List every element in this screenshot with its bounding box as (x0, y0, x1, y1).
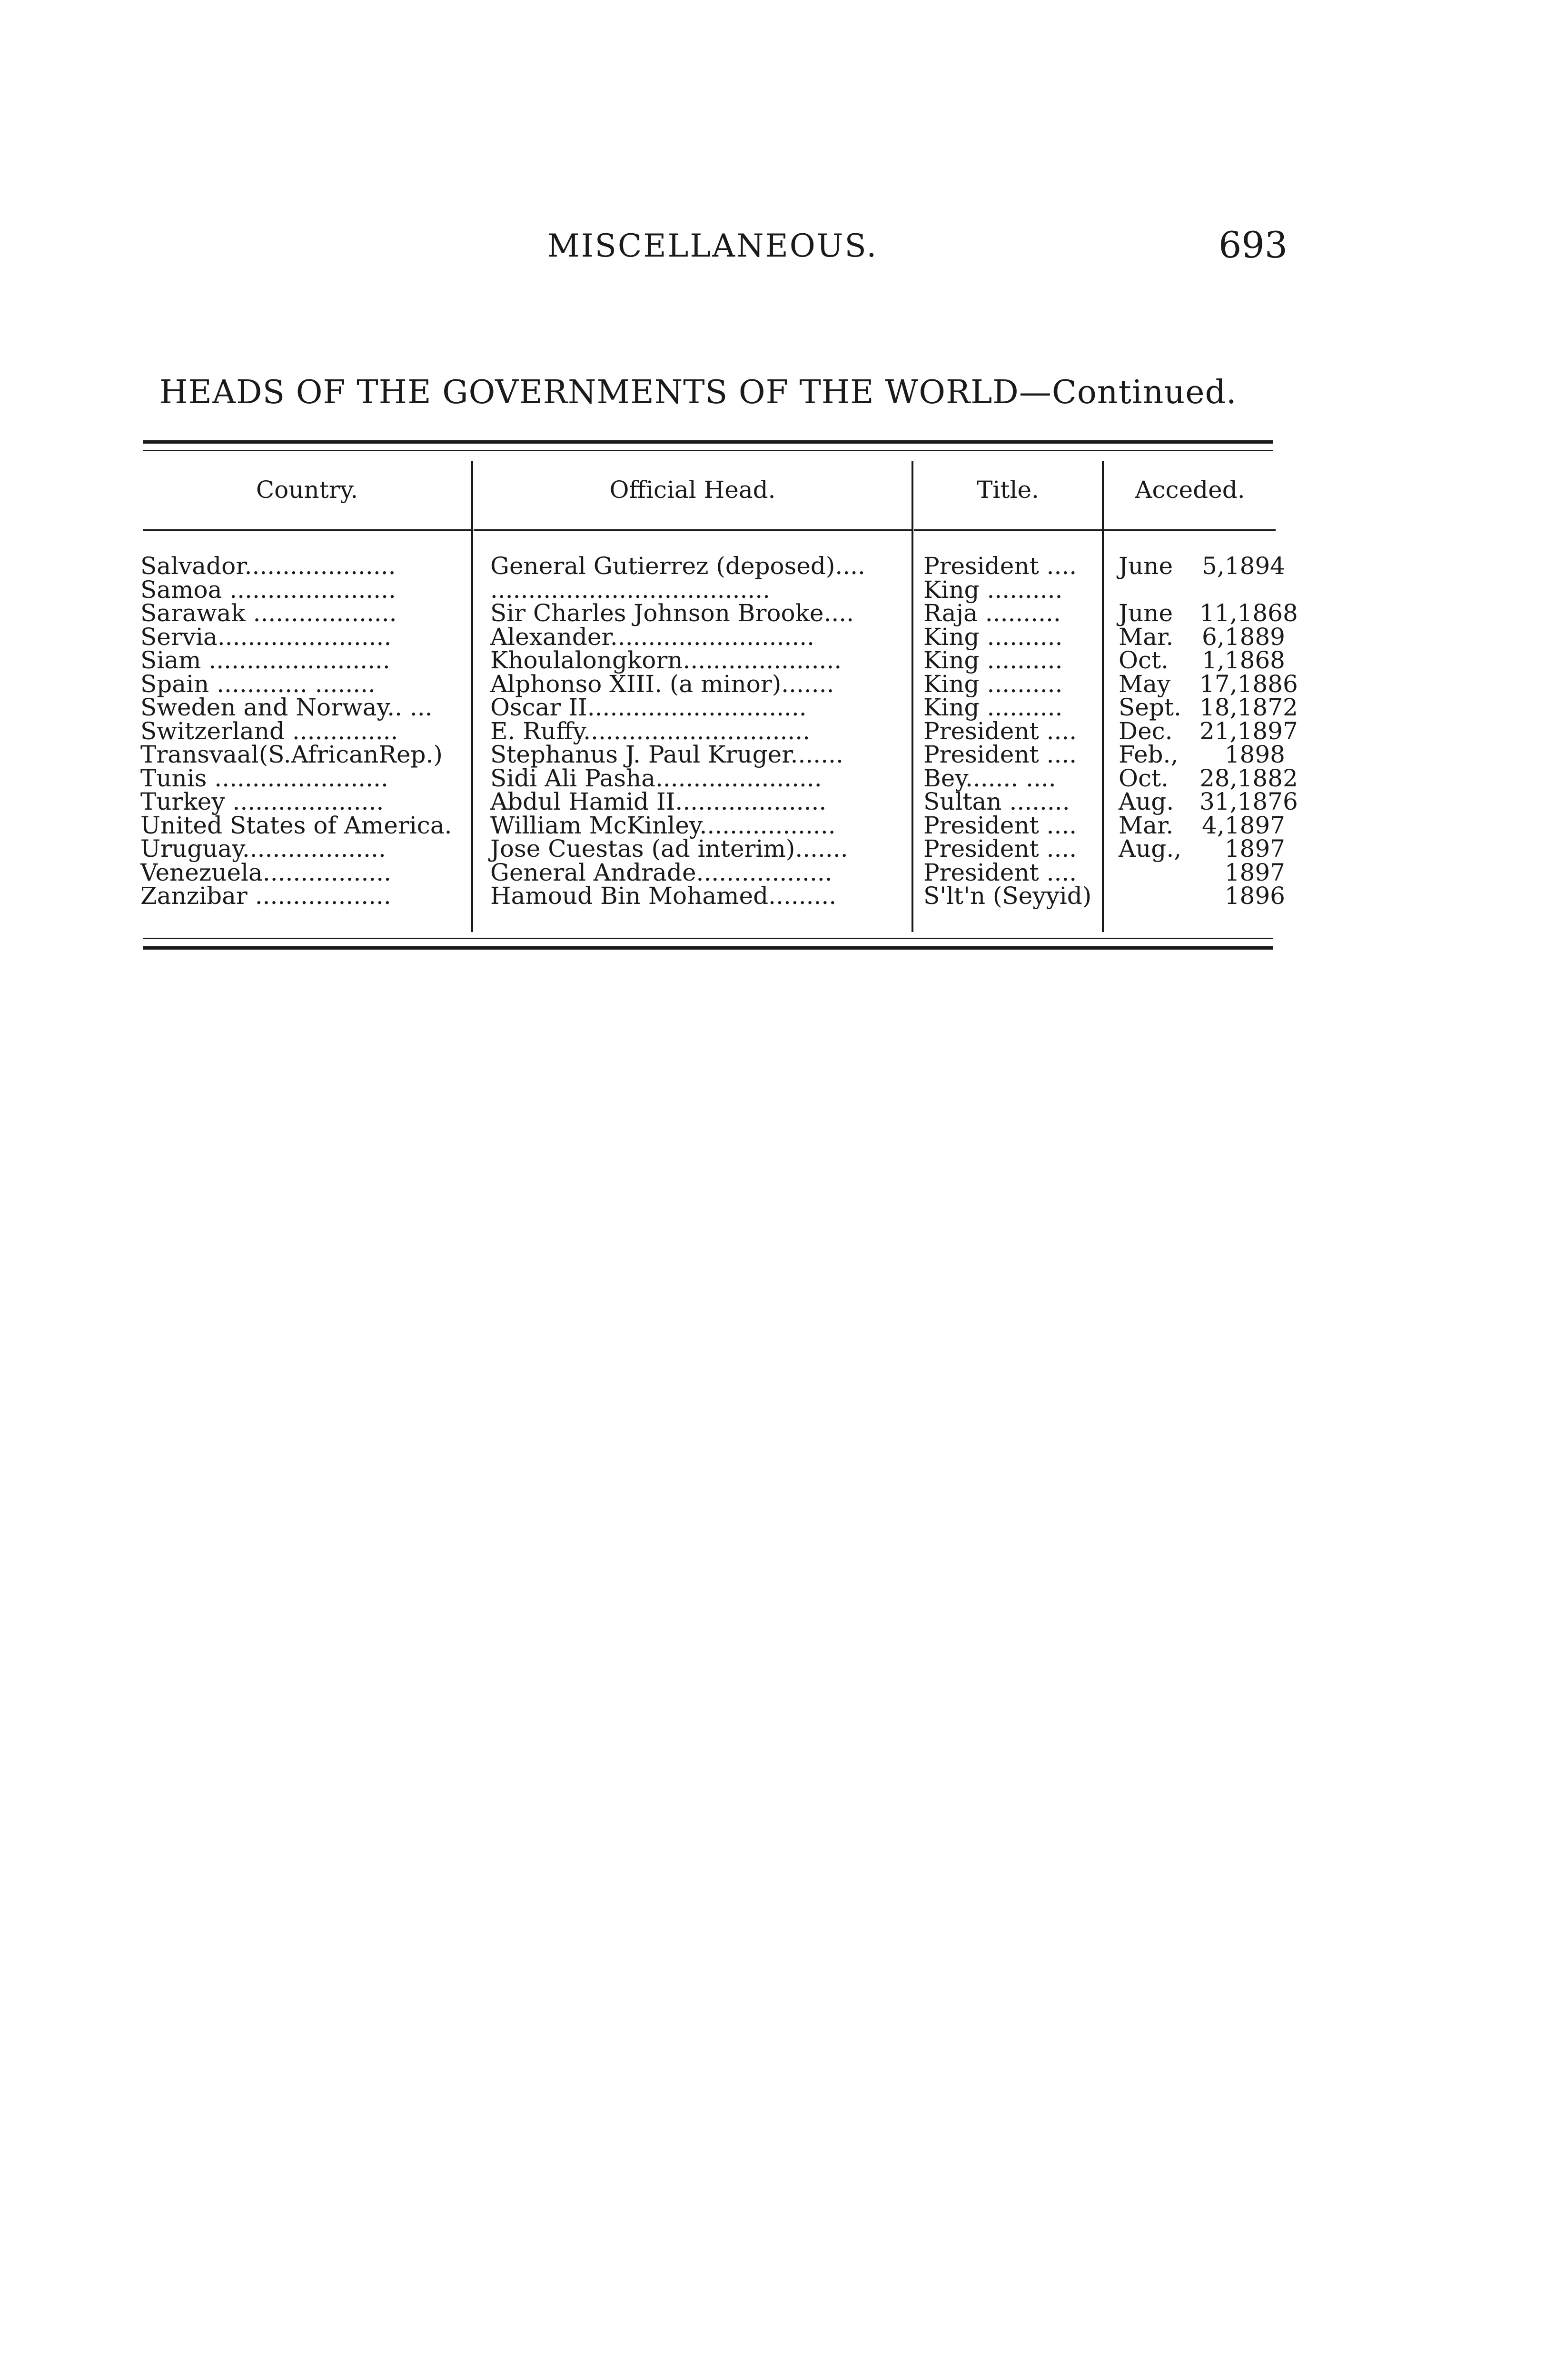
official-head-cell: Alexander........................... (490, 623, 815, 651)
header-underline-country (143, 529, 471, 531)
acceded-date-cell: 28,1882 (1199, 764, 1298, 792)
acceded-date-cell: 21,1897 (1199, 717, 1298, 745)
country-cell: Uruguay................... (140, 835, 386, 863)
acceded-month-cell: May (1119, 670, 1171, 698)
table-row (138, 623, 1285, 651)
title-cell: King .......... (923, 694, 1063, 721)
official-head-cell: Oscar II............................. (490, 694, 807, 721)
acceded-date-cell: 18,1872 (1199, 694, 1298, 721)
table-bottom-rule (143, 946, 1273, 950)
country-cell: Spain ............ ........ (140, 670, 376, 698)
country-cell: Siam ........................ (140, 646, 390, 674)
acceded-month-cell: Oct. (1119, 764, 1169, 792)
official-head-cell: General Gutierrez (deposed).... (490, 552, 865, 580)
title-cell: King .......... (923, 670, 1063, 698)
official-head-cell: Sir Charles Johnson Brooke.... (490, 599, 854, 627)
table-bottom-rule-inner (143, 938, 1273, 939)
acceded-date-cell: 1897 (1224, 858, 1285, 886)
country-cell: United States of America. (140, 811, 452, 839)
country-cell: Turkey .................... (140, 788, 384, 815)
official-head-cell: Sidi Ali Pasha...................... (490, 764, 822, 792)
table-row (138, 646, 1285, 674)
acceded-month-cell: Oct. (1119, 646, 1169, 674)
title-cell: President .... (923, 835, 1077, 863)
official-head-cell: Hamoud Bin Mohamed......... (490, 882, 837, 910)
official-head-cell: Khoulalongkorn..................... (490, 646, 842, 674)
country-cell: Switzerland .............. (140, 717, 398, 745)
acceded-date-cell: 31,1876 (1199, 788, 1298, 815)
acceded-month-cell: Sept. (1119, 694, 1181, 721)
header-underline-acceded (1104, 529, 1276, 531)
title-cell: King .......... (923, 575, 1063, 604)
country-cell: Tunis ....................... (140, 764, 388, 792)
official-head-cell: ..................................... (490, 575, 771, 604)
table-row (138, 741, 1285, 768)
acceded-date-cell: 1896 (1224, 882, 1285, 910)
acceded-month-cell: Mar. (1119, 811, 1174, 839)
column-header-acceded: Acceded. (1135, 476, 1245, 504)
column-header-title: Title. (977, 476, 1039, 504)
official-head-cell: Stephanus J. Paul Kruger....... (490, 741, 843, 768)
table-row (138, 694, 1298, 721)
title-cell: Sultan ........ (923, 788, 1070, 815)
acceded-date-cell: 6,1889 (1202, 623, 1285, 651)
title-cell: King .......... (923, 646, 1063, 674)
acceded-date-cell: 1898 (1224, 741, 1285, 768)
table-row (138, 764, 1298, 792)
acceded-date-cell: 4,1897 (1202, 811, 1285, 839)
table-body (138, 552, 1298, 910)
country-cell: Servia....................... (140, 623, 392, 651)
acceded-month-cell: June (1119, 599, 1173, 627)
official-head-cell: Alphonso XIII. (a minor)....... (490, 670, 834, 698)
title-cell: S'lt'n (Seyyid) (923, 882, 1092, 910)
acceded-month-cell: Dec. (1119, 717, 1173, 745)
table-row (138, 552, 1285, 580)
acceded-date-cell: 5,1894 (1202, 552, 1285, 580)
table-row (138, 575, 1280, 604)
column-header-country: Country. (256, 476, 358, 504)
table-row (138, 858, 1285, 886)
acceded-month-cell: Feb., (1119, 741, 1179, 768)
country-cell: Sarawak ................... (140, 599, 397, 627)
title-cell: President .... (923, 717, 1077, 745)
acceded-date-cell: 17,1886 (1199, 670, 1298, 698)
acceded-month-cell: Aug., (1119, 835, 1182, 863)
acceded-month-cell: June (1119, 552, 1173, 580)
acceded-date-cell: 1897 (1224, 835, 1285, 863)
page-number: 693 (1219, 224, 1288, 266)
acceded-date-cell: 11,1868 (1199, 599, 1298, 627)
header-underline-title (914, 529, 1102, 531)
official-head-cell: William McKinley.................. (490, 811, 836, 839)
acceded-month-cell: Aug. (1119, 788, 1174, 815)
table-row (138, 882, 1285, 910)
table-row (138, 599, 1298, 627)
country-cell: Zanzibar .................. (140, 882, 391, 910)
column-header-official-head: Official Head. (609, 476, 776, 504)
table-row (138, 788, 1298, 815)
country-cell: Venezuela................. (140, 858, 392, 886)
title-cell: President .... (923, 858, 1077, 886)
title-cell: President .... (923, 811, 1077, 839)
table-row (138, 670, 1298, 698)
title-cell: President .... (923, 741, 1077, 768)
title-cell: Raja .......... (923, 599, 1061, 627)
table-row (138, 717, 1298, 745)
official-head-cell: Abdul Hamid II.................... (490, 788, 827, 815)
country-cell: Samoa ...................... (140, 575, 396, 604)
running-head: MISCELLANEOUS. (547, 228, 878, 264)
acceded-month-cell: Mar. (1119, 623, 1174, 651)
official-head-cell: Jose Cuestas (ad interim)....... (490, 835, 848, 863)
table-row (138, 835, 1285, 863)
official-head-cell: E. Ruffy.............................. (490, 717, 811, 745)
acceded-date-cell: 1,1868 (1202, 646, 1285, 674)
title-cell: Bey....... .... (923, 764, 1056, 792)
country-cell: Salvador.................... (140, 552, 396, 580)
table-row (138, 811, 1285, 839)
title-cell: President .... (923, 552, 1077, 580)
table-top-rule (143, 440, 1273, 444)
table-title: HEADS OF THE GOVERNMENTS OF THE WORLD—Continued. (159, 374, 1237, 411)
header-underline-official-head (474, 529, 912, 531)
official-head-cell: General Andrade.................. (490, 858, 832, 886)
title-cell: King .......... (923, 623, 1063, 651)
table-top-rule-inner (143, 450, 1273, 451)
country-cell: Sweden and Norway.. ... (140, 694, 433, 721)
country-cell: Transvaal(S.AfricanRep.) (140, 741, 443, 768)
